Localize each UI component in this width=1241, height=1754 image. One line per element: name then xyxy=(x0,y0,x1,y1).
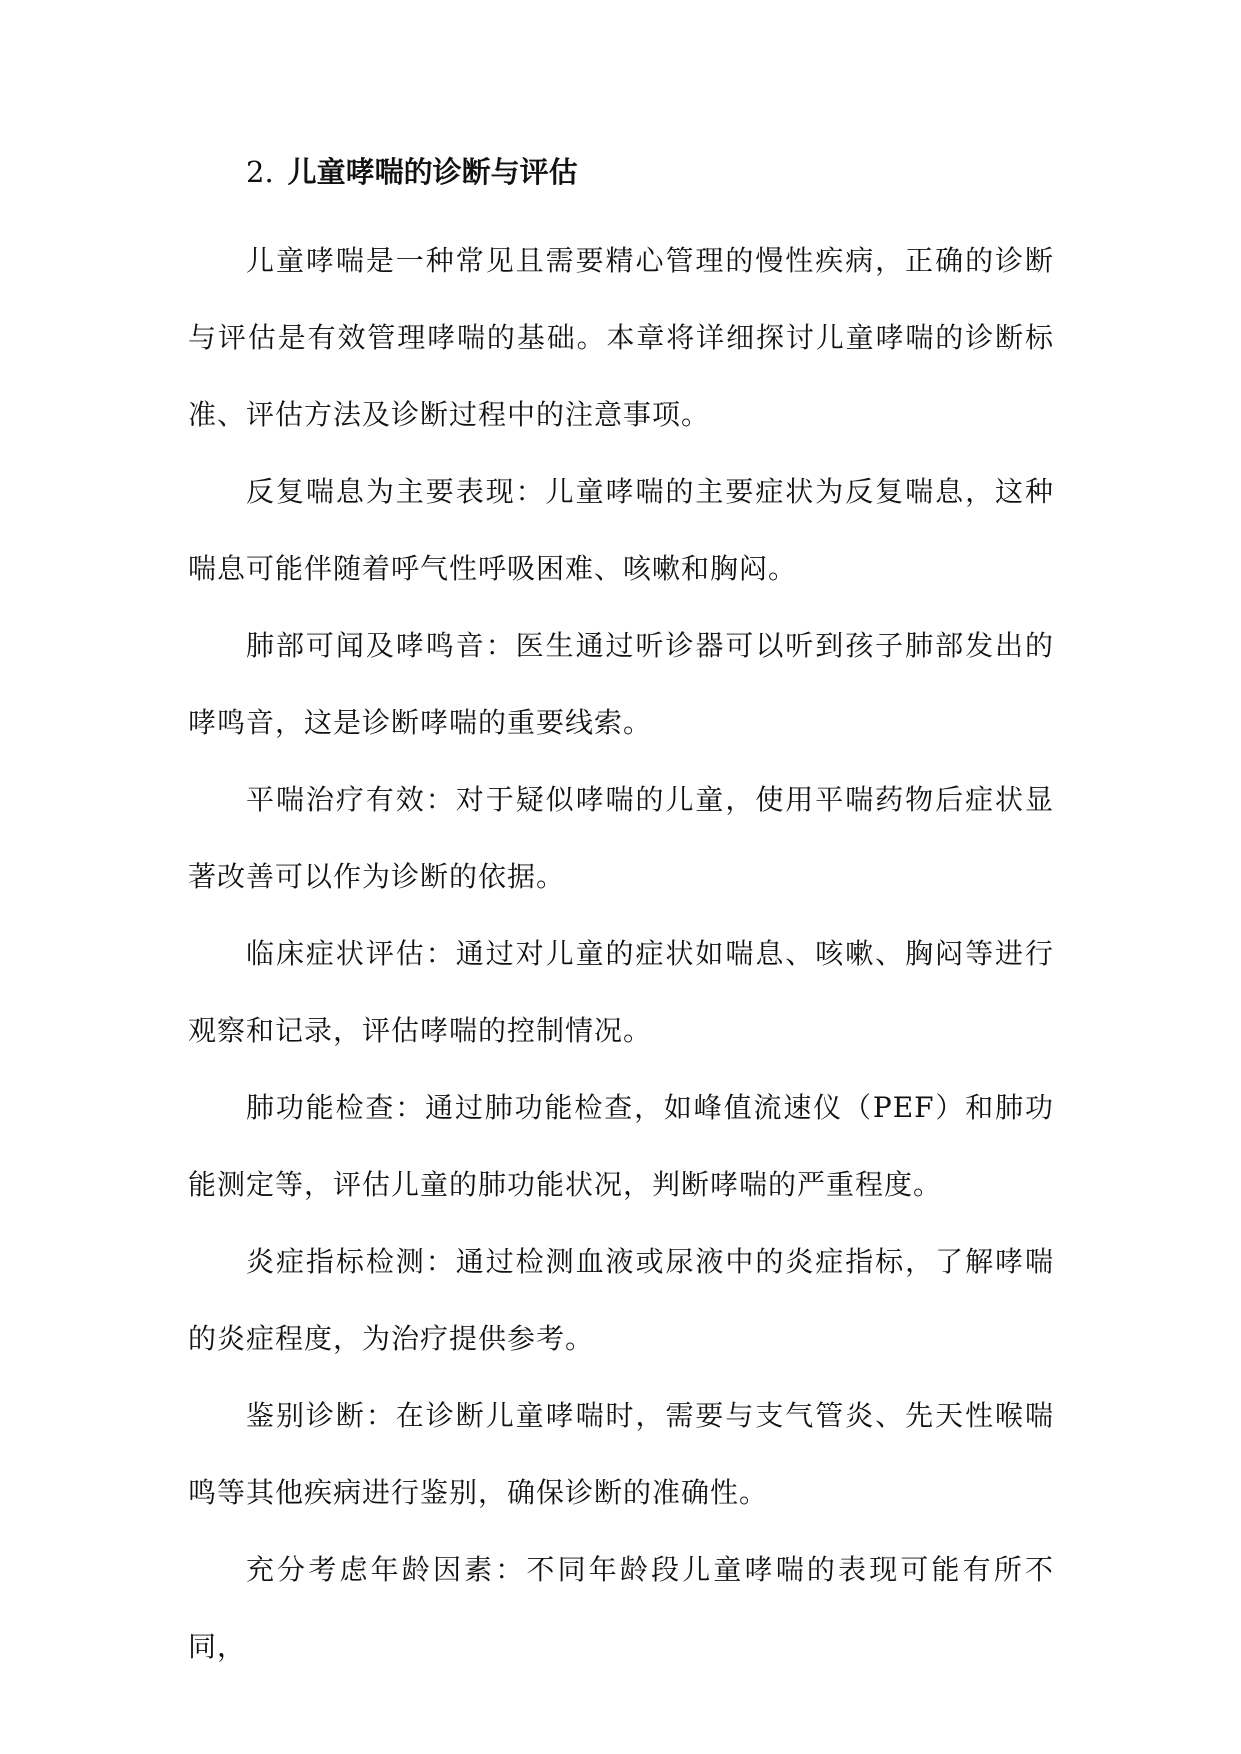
paragraph-clinical-assessment: 临床症状评估：通过对儿童的症状如喘息、咳嗽、胸闷等进行观察和记录，评估哮喘的控制情况。 xyxy=(188,937,1054,1047)
paragraph-age-factors: 充分考虑年龄因素：不同年龄段儿童哮喘的表现可能有所不同， xyxy=(188,1553,1054,1663)
section-heading xyxy=(246,152,578,192)
section-number: 2. xyxy=(246,155,274,189)
section-title: 儿童哮喘的诊断与评估 xyxy=(287,155,578,189)
paragraph-bronchodilator-effect: 平喘治疗有效：对于疑似哮喘的儿童，使用平喘药物后症状显著改善可以作为诊断的依据。 xyxy=(188,783,1054,893)
paragraph-recurrent-wheezing: 反复喘息为主要表现：儿童哮喘的主要症状为反复喘息，这种喘息可能伴随着呼气性呼吸困难、咳嗽和胸闷。 xyxy=(188,475,1054,585)
paragraph-lung-function: 肺功能检查：通过肺功能检查，如峰值流速仪（PEF）和肺功能测定等，评估儿童的肺功能状况，判断哮喘的严重程度。 xyxy=(188,1091,1054,1201)
paragraph-inflammation-markers: 炎症指标检测：通过检测血液或尿液中的炎症指标，了解哮喘的炎症程度，为治疗提供参考。 xyxy=(188,1245,1054,1355)
paragraph-differential-diagnosis: 鉴别诊断：在诊断儿童哮喘时，需要与支气管炎、先天性喉喘鸣等其他疾病进行鉴别，确保诊断的准确性。 xyxy=(188,1399,1054,1509)
paragraph-intro: 儿童哮喘是一种常见且需要精心管理的慢性疾病，正确的诊断与评估是有效管理哮喘的基础。本章将详细探讨儿童哮喘的诊断标准、评估方法及诊断过程中的注意事项。 xyxy=(188,244,1054,431)
document-body xyxy=(188,222,1054,1685)
paragraph-wheezing-sound: 肺部可闻及哮鸣音：医生通过听诊器可以听到孩子肺部发出的哮鸣音，这是诊断哮喘的重要线索。 xyxy=(188,629,1054,739)
